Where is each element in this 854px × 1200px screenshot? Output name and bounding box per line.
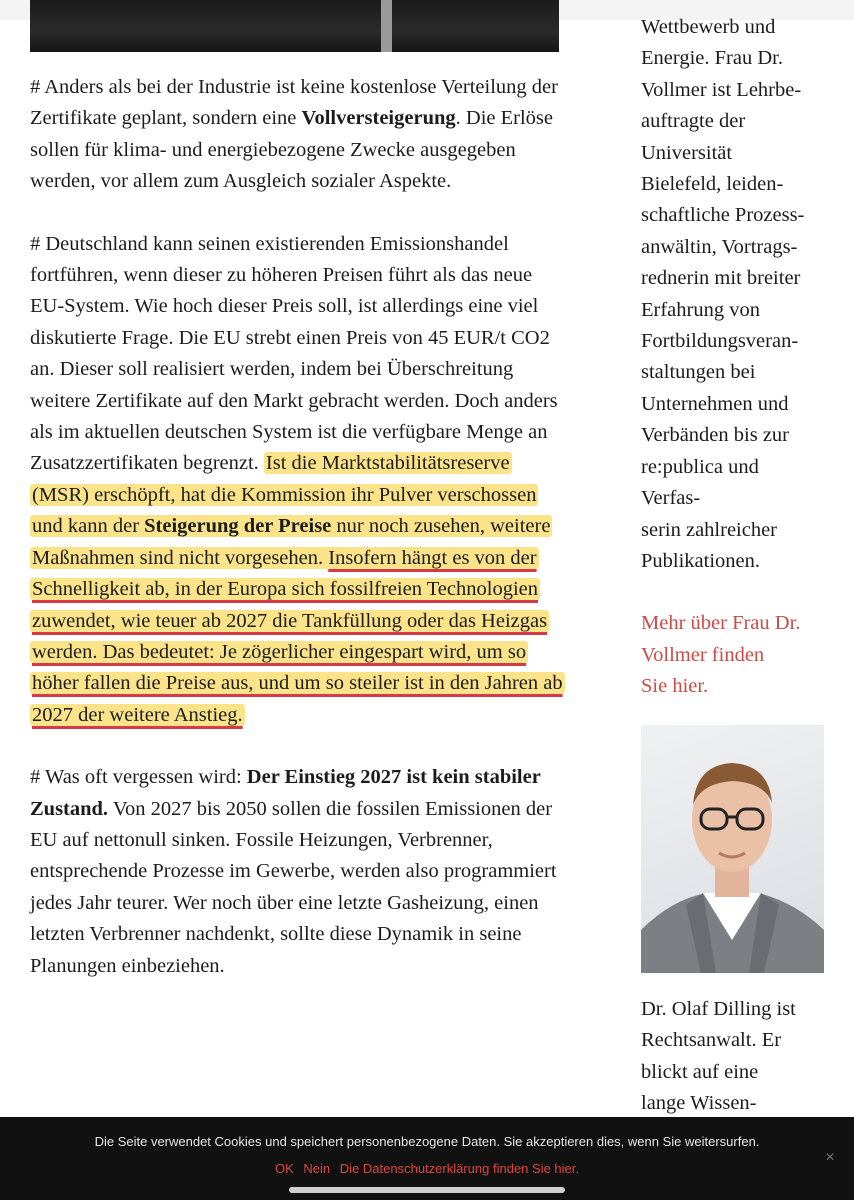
article-image: [30, 0, 559, 52]
bio-line: staltungen bei: [641, 361, 756, 384]
cookie-actions: [0, 1161, 854, 1176]
text: Ist die Marktstabilitätsreserve (MSR) erschöpft, hat die Kommission ihr Pulver verschossen und kann der: [32, 452, 537, 538]
bold-text: Der Einstieg 2027 ist kein stabiler Zustand.: [30, 766, 541, 820]
close-icon[interactable]: ×: [825, 1149, 835, 1166]
bio-line: rednerin mit breiter: [641, 267, 801, 290]
author2-bio: [641, 994, 841, 1120]
highlighted-text: [30, 452, 565, 725]
text: . Die Erlöse sollen für klima- und energiebezogene Zwecke ausgegeben werden, vor allem zum Ausgleich sozialer Aspekte.: [30, 107, 553, 193]
bio-line: Wettbewerb und: [641, 16, 776, 38]
bio-line: Publikationen.: [641, 549, 761, 572]
bio-line: Erfahrung von: [641, 298, 760, 321]
author-sidebar: [641, 12, 841, 703]
bio-line: auftragte der: [641, 110, 746, 133]
author2-line: Rechtsanwalt. Er: [641, 1029, 782, 1052]
article-body: [30, 72, 570, 1013]
text: # Anders als bei der Industrie ist keine kostenlose Verteilung der Zertifikate geplant, sondern eine: [30, 76, 558, 130]
home-indicator[interactable]: [289, 1187, 565, 1193]
bio-line: anwältin, Vortrags-: [641, 235, 798, 258]
bio-line: Fortbildungsveran-: [641, 330, 799, 353]
bio-line: Energie. Frau Dr.: [641, 47, 783, 70]
bio-line: re:publica und: [641, 455, 759, 478]
cookie-no-button[interactable]: Nein: [303, 1161, 331, 1176]
privacy-link[interactable]: Die Datenschutzerklärung finden Sie hier.: [339, 1161, 579, 1176]
paragraph-germany: [30, 229, 570, 732]
bio-line: Universität: [641, 141, 733, 164]
author-photo: [641, 725, 824, 973]
underlined-text: Insofern hängt es von der Schnelligkeit ab, in der Europa sich fossilfreien Technologien zuwendet, wie teuer ab 2027 die Tankfüllung oder das Heizgas werden. Das bedeutet: Je zögerlicher eingespart wird, um so höher fallen die Preise aus, und um so steiler ist in den Jahren ab 2027 der weitere Anstieg.: [32, 546, 563, 726]
text: # Was oft vergessen wird:: [30, 766, 247, 789]
bold-text: Steigerung der Preise: [144, 515, 332, 538]
more-link-line: Vollmer finden: [641, 643, 765, 666]
cookie-text: Die Seite verwendet Cookies und speichert personenbezogene Daten. Sie akzeptieren dies, wenn Sie weitersurfen.: [94, 1134, 760, 1149]
author2-line: blickt auf eine: [641, 1060, 759, 1083]
cookie-ok-button[interactable]: OK: [275, 1161, 294, 1176]
bio-line: Bielefeld, leiden-: [641, 173, 784, 196]
more-link-line: Mehr über Frau Dr.: [641, 612, 801, 635]
text: Von 2027 bis 2050 sollen die fossilen Emissionen der EU auf nettonull sinken. Fossile Heizungen, Verbrenner, entsprechende Prozesse im Gewerbe, werden also programmiert jedes Jahr teurer. Wer noch über eine letzte Gasheizung, einen letzten Verbrenner nachdenkt, sollte diese Dynamik in seine Planungen einbeziehen.: [30, 797, 557, 977]
author2-line: Dr. Olaf Dilling ist: [641, 998, 796, 1020]
author2-line: lange Wissen-: [641, 1092, 757, 1115]
bio-line: Verfas-: [641, 487, 701, 510]
bold-text: Vollversteigerung: [301, 107, 456, 130]
text: # Deutschland kann seinen existierenden Emissionshandel fortführen, wenn dieser zu höheren Preisen führt als das neue EU-System. Wie hoch dieser Preis soll, ist allerdings eine viel diskutierte Frage. Die EU strebt einen Preis von 45 EUR/t CO2 an. Dieser soll realisiert werden, indem bei Überschreitung weitere Zertifikate auf den Markt gebracht werden. Doch anders als im aktuellen deutschen System ist die verfügbare Menge an Zusatzzertifikaten begrenzt.: [30, 232, 558, 475]
paragraph-forgotten: [30, 762, 570, 982]
more-link[interactable]: [641, 608, 841, 702]
bio-line: Unternehmen und: [641, 392, 789, 415]
author-bio: [641, 12, 841, 577]
bio-line: schaftliche Prozess-: [641, 204, 805, 227]
more-link-line: Sie hier.: [641, 675, 709, 698]
bio-line: Vollmer ist Lehrbe-: [641, 78, 802, 101]
paragraph-auction: [30, 72, 570, 198]
bio-line: serin zahlreicher: [641, 518, 778, 541]
portrait-image: [641, 725, 824, 973]
image-detail: [381, 0, 392, 52]
text: nur noch zusehen, weitere Maßnahmen sind nicht vorgesehen.: [32, 515, 551, 569]
bio-line: Verbänden bis zur: [641, 424, 790, 447]
